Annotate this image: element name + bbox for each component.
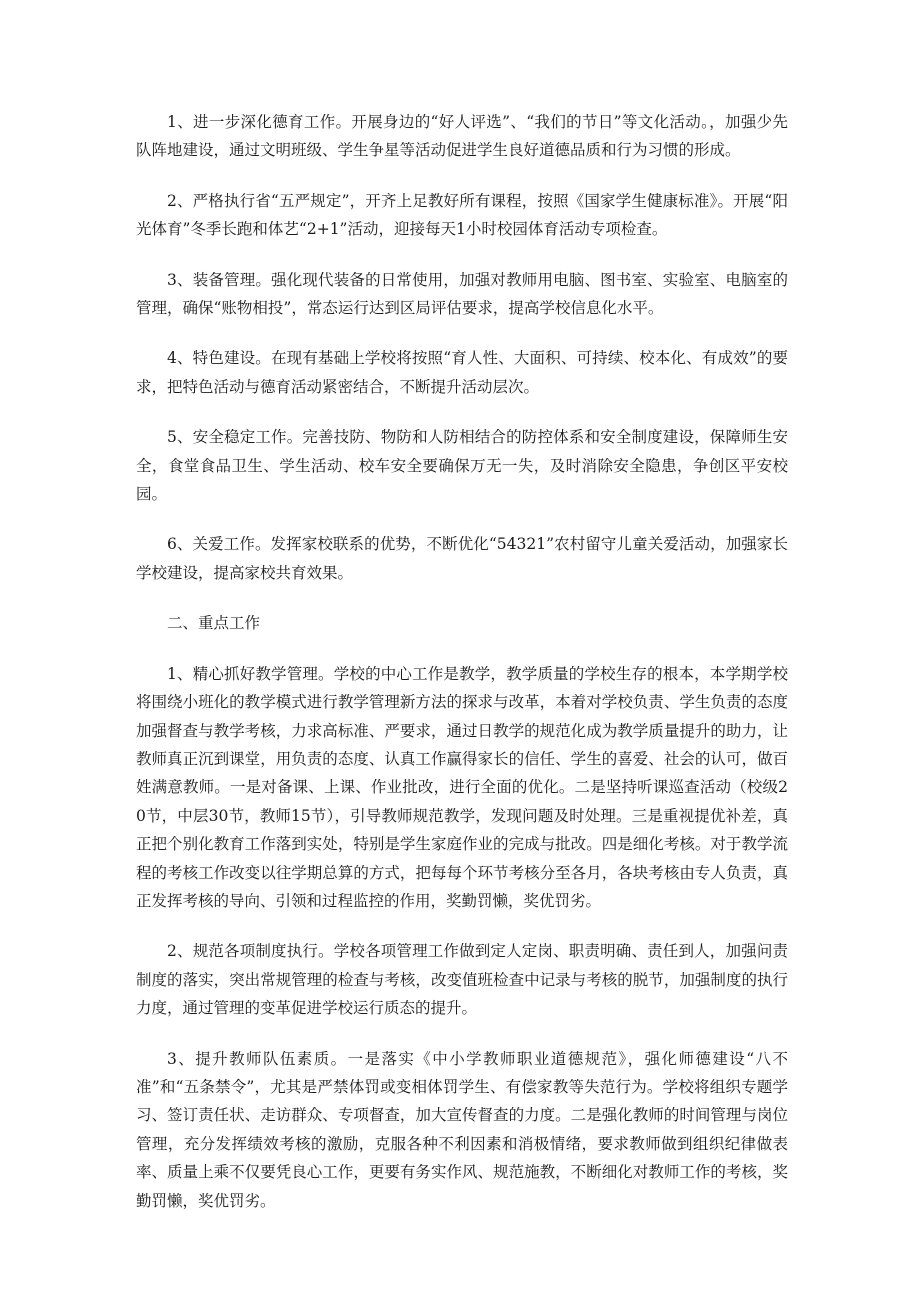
paragraph-curriculum-standards: 2、严格执行省“五严规定”，开齐上足教好所有课程，按照《国家学生健康标准》。开展“阳光体育”冬季长跑和体艺“2+1”活动，迎接每天1小时校园体育活动专项检查。 <box>136 191 788 239</box>
document-body <box>136 108 788 1237</box>
paragraph-safety-stability: 5、安全稳定工作。完善技防、物防和人防相结合的防控体系和安全制度建设，保障师生安全，食堂食品卫生、学生活动、校车安全要确保万无一失，及时消除安全隐患，争创区平安校园。 <box>136 428 788 504</box>
paragraph-care-work: 6、关爱工作。发挥家校联系的优势，不断优化“54321”农村留守儿童关爱活动，加强家长学校建设，提高家校共育效果。 <box>136 535 788 582</box>
paragraph-moral-education: 1、进一步深化德育工作。开展身边的“好人评选”、“我们的节日”等文化活动。，加强少先队阵地建设，通过文明班级、学生争星等活动促进学生良好道德品质和行为习惯的形成。 <box>136 113 788 160</box>
section-heading: 二、重点工作 <box>167 614 261 633</box>
paragraph-teaching-management: 1、精心抓好教学管理。学校的中心工作是教学，教学质量的学校生存的根本，本学期学校将围绕小班化的教学模式进行教学管理新方法的探求与改革，本着对学校负责、学生负责的态度加强督查与教学考核，力求高标准、严要求，通过日教学的规范化成为教学质量提升的助力，让教师真正沉到课堂，用负责的态度、认真工作赢得家长的信任、学生的喜爱、社会的认可，做百姓满意教师。一是对备课、上课、作业批改，进行全面的优化。二是坚持听课巡查活动（校级20节，中层30节，教师15节），引导教师规范教学，发现问题及时处理。三是重视提优补差，真正把个别化教育工作落到实处，特别是学生家庭作业的完成与批改。四是细化考核。对于教学流程的考核工作改变以往学期总算的方式，把每每个环节考核分至各月，各块考核由专人负责，真正发挥考核的导向、引领和过程监控的作用，奖勤罚懒，奖优罚劣。 <box>136 664 788 910</box>
paragraph-teacher-quality: 3、提升教师队伍素质。一是落实《中小学教师职业道德规范》，强化师德建设“八不准”和“五条禁令”，尤其是严禁体罚或变相体罚学生、有偿家教等失范行为。学校将组织专题学习、签订责任状、走访群众、专项督查，加大宣传督查的力度。二是强化教师的时间管理与岗位管理，充分发挥绩效考核的激励，克服各种不利因素和消极情绪，要求教师做到组织纪律做表率、质量上乘不仅要凭良心工作，更要有务实作风、规范施教，不断细化对教师工作的考核，奖勤罚懒，奖优罚劣。 <box>136 1049 788 1210</box>
paragraph-equipment-management: 3、装备管理。强化现代装备的日常使用，加强对教师用电脑、图书室、实验室、电脑室的管理，确保“账物相投”，常态运行达到区局评估要求，提高学校信息化水平。 <box>136 270 788 318</box>
paragraph-feature-building: 4、特色建设。在现有基础上学校将按照“育人性、大面积、可持续、校本化、有成效”的要求，把特色活动与德育活动紧密结合，不断提升活动层次。 <box>136 349 788 396</box>
paragraph-system-execution: 2、规范各项制度执行。学校各项管理工作做到定人定岗、职责明确、责任到人，加强问责制度的落实，突出常规管理的检查与考核，改变值班检查中记录与考核的脱节，加强制度的执行力度，通过管理的变革促进学校运行质态的提升。 <box>136 942 788 1018</box>
